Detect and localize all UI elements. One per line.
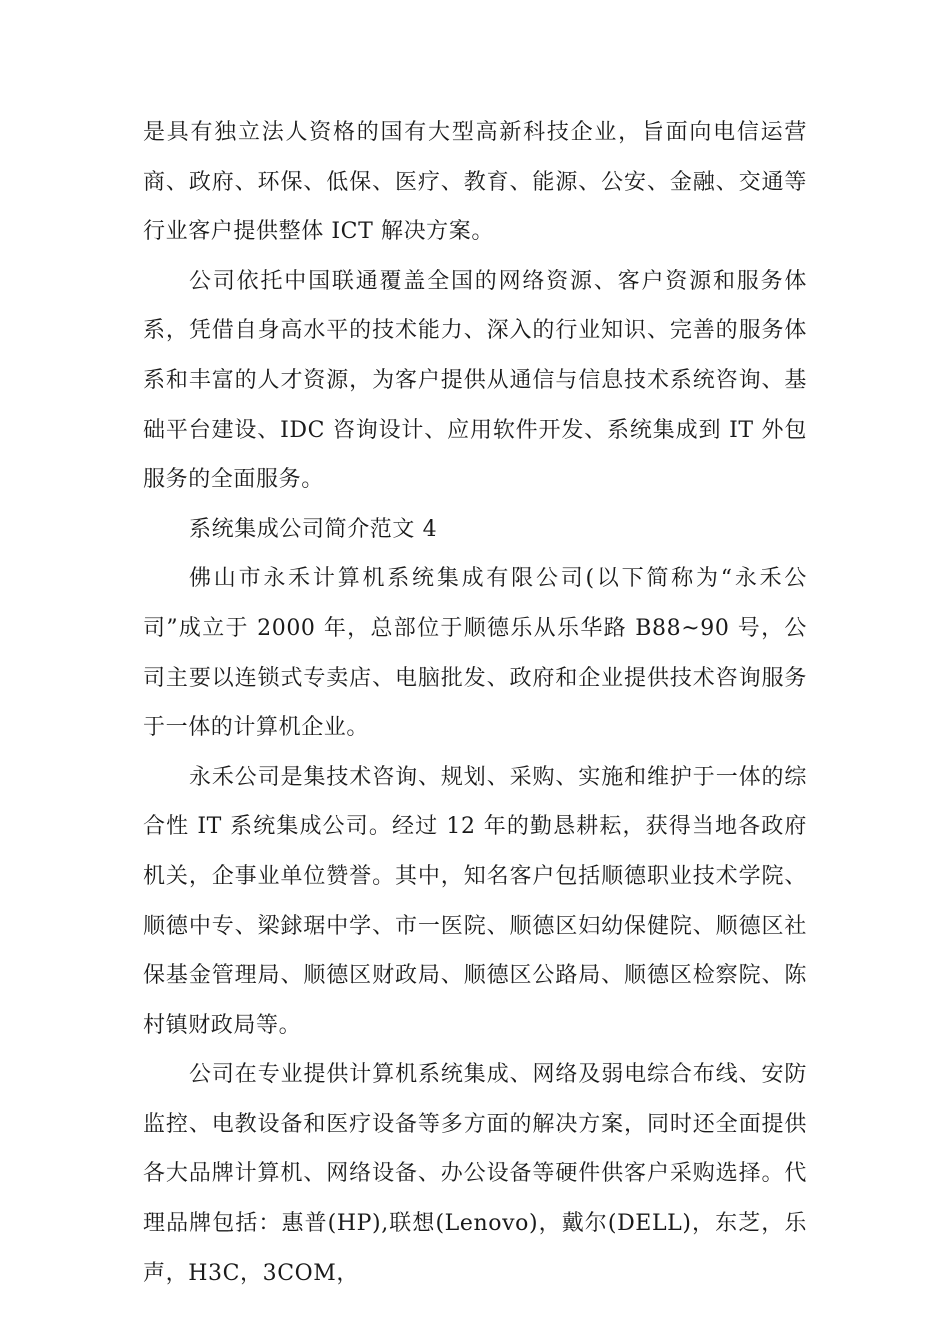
- paragraph-intro-continuation: 是具有独立法人资格的国有大型高新科技企业，旨面向电信运营商、政府、环保、低保、医疗、教育、能源、公安、金融、交通等行业客户提供整体 ICT 解决方案。: [143, 120, 807, 245]
- section-heading: 系统集成公司简介范文 4: [189, 516, 438, 542]
- paragraph-company-services: 公司依托中国联通覆盖全国的网络资源、客户资源和服务体系，凭借自身高水平的技术能力、深入的行业知识、完善的服务体系和丰富的人才资源，为客户提供从通信与信息技术系统咨询、基础平台建设、IDC 咨询设计、应用软件开发、系统集成到 IT 外包服务的全面服务。: [143, 268, 807, 493]
- paragraph-yonghe-overview: 佛山市永禾计算机系统集成有限公司(以下简称为“永禾公司”成立于 2000 年，总部位于顺德乐从乐华路 B88~90 号，公司主要以连锁式专卖店、电脑批发、政府和企业提供技术咨询服务于一体的计算机企业。: [143, 566, 807, 741]
- paragraph-yonghe-solutions: 公司在专业提供计算机系统集成、网络及弱电综合布线、安防监控、电教设备和医疗设备等多方面的解决方案，同时还全面提供各大品牌计算机、网络设备、办公设备等硬件供客户采购选择。代理品牌包括：惠普(HP),联想(Lenovo)，戴尔(DELL)，东芝，乐声，H3C，3COM，: [143, 1062, 807, 1286]
- paragraph-yonghe-clients: 永禾公司是集技术咨询、规划、采购、实施和维护于一体的综合性 IT 系统集成公司。经过 12 年的勤恳耕耘，获得当地各政府机关，企事业单位赞誉。其中，知名客户包括顺德职业技术学院、顺德中专、梁銶琚中学、市一医院、顺德区妇幼保健院、顺德区社保基金管理局、顺德区财政局、顺德区公路局、顺德区检察院、陈村镇财政局等。: [143, 764, 807, 1038]
- document-body: [143, 108, 807, 1298]
